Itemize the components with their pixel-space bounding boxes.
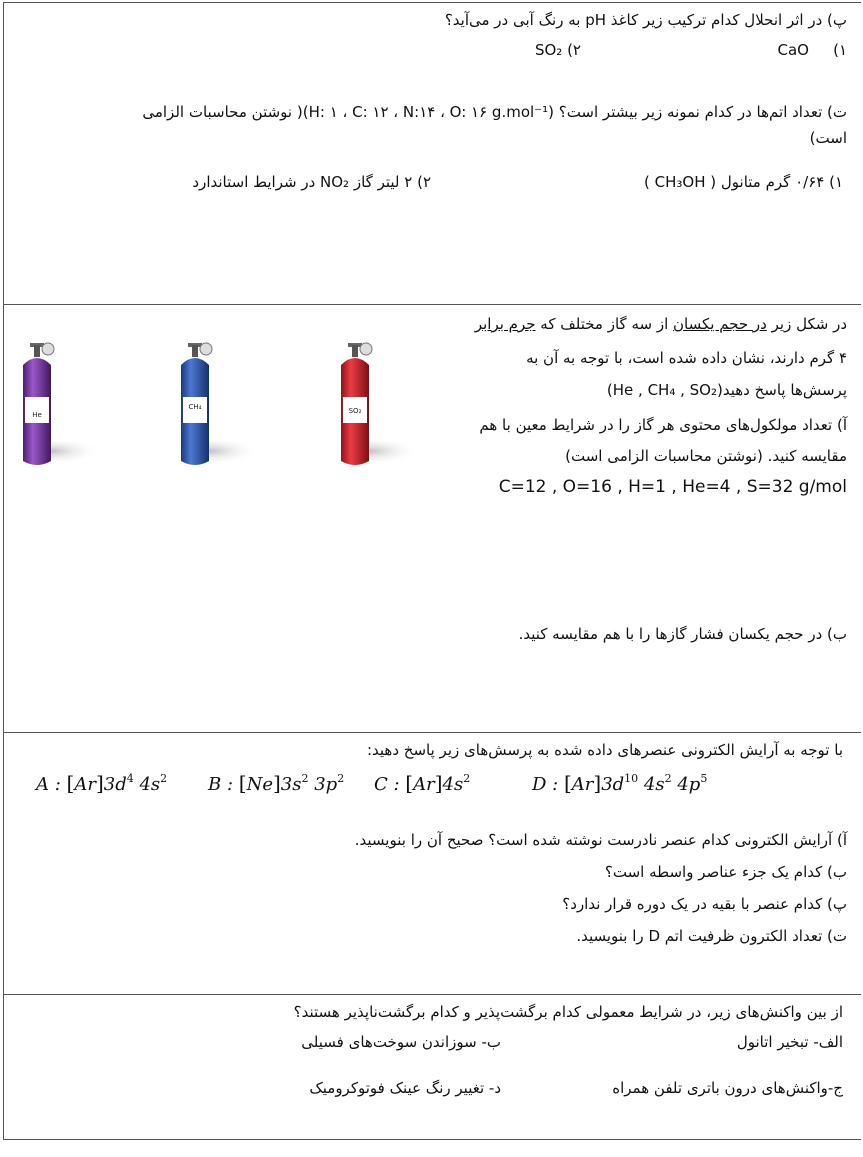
so2-cylinder: [322, 339, 414, 471]
config-d: D : $[Ar]3d^{10}$ $4s^2$ $4p^5$: [532, 771, 708, 795]
reactions-intro: از بین واکنش‌های زیر، در شرایط معمولی کدام برگشت‌پذیر و کدام برگشت‌ناپذیر هستند؟: [293, 1003, 843, 1021]
config-d-exp3: 5: [700, 772, 708, 785]
question-transition: ب) کدام یک جزء عناصر واسطه است؟: [604, 863, 847, 881]
valve-stem: [192, 345, 198, 357]
config-d-orb2: 4s: [643, 774, 665, 795]
gas-intro-pre: در شکل زیر: [766, 315, 847, 333]
config-d-letter: D: [532, 774, 547, 795]
ch4-cylinder: [162, 339, 254, 471]
config-a-orb1: 3d: [103, 774, 127, 795]
config-b-exp1: 2: [301, 772, 309, 785]
reaction-dal: د- تغییر رنگ عینک فوتوکرومیک: [309, 1079, 501, 1097]
question-atom-count-cont: است): [809, 129, 847, 147]
cylinder-label: He: [32, 411, 42, 419]
pressure-gauge-icon: [360, 343, 372, 355]
config-d-orb1: 3d: [601, 774, 625, 795]
valve-stem: [352, 345, 358, 357]
config-a-letter: A: [36, 774, 49, 795]
option-no2: ۲) ۲ لیتر گاز NO₂ در شرایط استاندارد: [192, 173, 431, 191]
config-a: A : $[Ar]3d^4$ $4s^2$: [36, 771, 168, 795]
option-so2: SO₂ (۲: [534, 41, 581, 59]
question-atom-count: ت) تعداد اتم‌ها در کدام نمونه زیر بیشتر است؟ (H: ۱ ، C: ۱۲ ، N:۱۴ ، O: ۱۶ g.mol⁻¹)( نوشتن محاسبات الزامی: [142, 103, 847, 121]
config-c-exp1: 2: [463, 772, 471, 785]
cylinder-label-bg: [25, 397, 49, 423]
gas-intro-mid: از سه گاز مختلف که: [535, 315, 674, 333]
gas-intro-same-volume: در حجم یکسان: [673, 315, 767, 333]
config-c-core: Ar: [413, 774, 435, 795]
question-molecule-count-cont: مقایسه کنید. (نوشتن محاسبات الزامی است): [565, 447, 847, 465]
config-a-exp1: 4: [126, 772, 134, 785]
molar-masses: C=12 , O=16 , H=1 , He=4 , S=32 g/mol: [498, 477, 847, 497]
config-b-orb2: 3p: [314, 774, 338, 795]
config-a-orb2: 4s: [139, 774, 161, 795]
section-ph-and-atoms: [3, 2, 861, 305]
pressure-gauge-icon: [42, 343, 54, 355]
option-methanol: ۱) ۰/۶۴ گرم متانول ( CH₃OH ): [644, 173, 843, 191]
pressure-gauge-icon: [200, 343, 212, 355]
reaction-jim: ج-واکنش‌های درون باتری تلفن همراه: [612, 1079, 843, 1097]
config-b-exp2: 2: [337, 772, 345, 785]
config-c-letter: C: [374, 774, 388, 795]
config-d-exp1: 10: [624, 772, 639, 785]
question-wrong-config: آ) آرایش الکترونی کدام عنصر نادرست نوشته شده است؟ صحیح آن را بنویسید.: [354, 831, 847, 849]
config-c-orb1: 4s: [442, 774, 464, 795]
question-pressure: ب) در حجم یکسان فشار گازها را با هم مقایسه کنید.: [518, 625, 847, 643]
option-1-number: ۱): [833, 41, 847, 59]
config-a-exp2: 2: [160, 772, 168, 785]
config-d-exp2: 2: [664, 772, 672, 785]
gas-intro-equal-mass: جرم برابر: [474, 315, 536, 333]
option-cao: CaO: [777, 41, 809, 59]
config-d-core: Ar: [571, 774, 594, 795]
question-period: پ) کدام عنصر با بقیه در یک دوره قرار ندارد؟: [562, 895, 847, 913]
config-a-core: Ar: [74, 774, 96, 795]
section-electron-config: [3, 733, 861, 995]
reaction-alef: الف- تبخیر اتانول: [736, 1033, 843, 1051]
section-reversible-reactions: [3, 995, 861, 1140]
question-valence: ت) تعداد الکترون ظرفیت اتم D را بنویسید.: [576, 927, 847, 945]
reaction-be: ب- سوزاندن سوخت‌های فسیلی: [301, 1033, 501, 1051]
he-cylinder: [4, 339, 96, 471]
config-intro: با توجه به آرایش الکترونی عنصرهای داده شده به پرسش‌های زیر پاسخ دهید:: [366, 741, 843, 759]
cylinder-label: SO₂: [348, 407, 362, 415]
config-c: C : $[Ar]4s^2$: [374, 771, 471, 795]
gas-intro-line1: [475, 315, 847, 333]
section-gas-cylinders: [3, 305, 861, 733]
question-molecule-count: آ) تعداد مولکول‌های محتوی هر گاز را در شرایط معین با هم: [479, 416, 847, 434]
cylinder-label: CH₄: [188, 403, 202, 411]
question-ph: پ) در اثر انحلال کدام ترکیب زیر کاغذ pH به رنگ آبی در می‌آید؟: [444, 11, 847, 29]
config-b-orb1: 3s: [280, 774, 302, 795]
config-d-orb3: 4p: [677, 774, 701, 795]
gas-intro-line2: ۴ گرم دارند، نشان داده شده است، با توجه به آن به: [526, 349, 847, 367]
config-b: B : $[Ne]3s^2$ $3p^2$: [208, 771, 345, 795]
config-b-letter: B: [208, 774, 222, 795]
gas-intro-line3: پرسش‌ها پاسخ دهید(He , CH₄ , SO₂): [606, 381, 847, 399]
config-b-core: Ne: [246, 774, 273, 795]
valve-stem: [34, 345, 40, 357]
